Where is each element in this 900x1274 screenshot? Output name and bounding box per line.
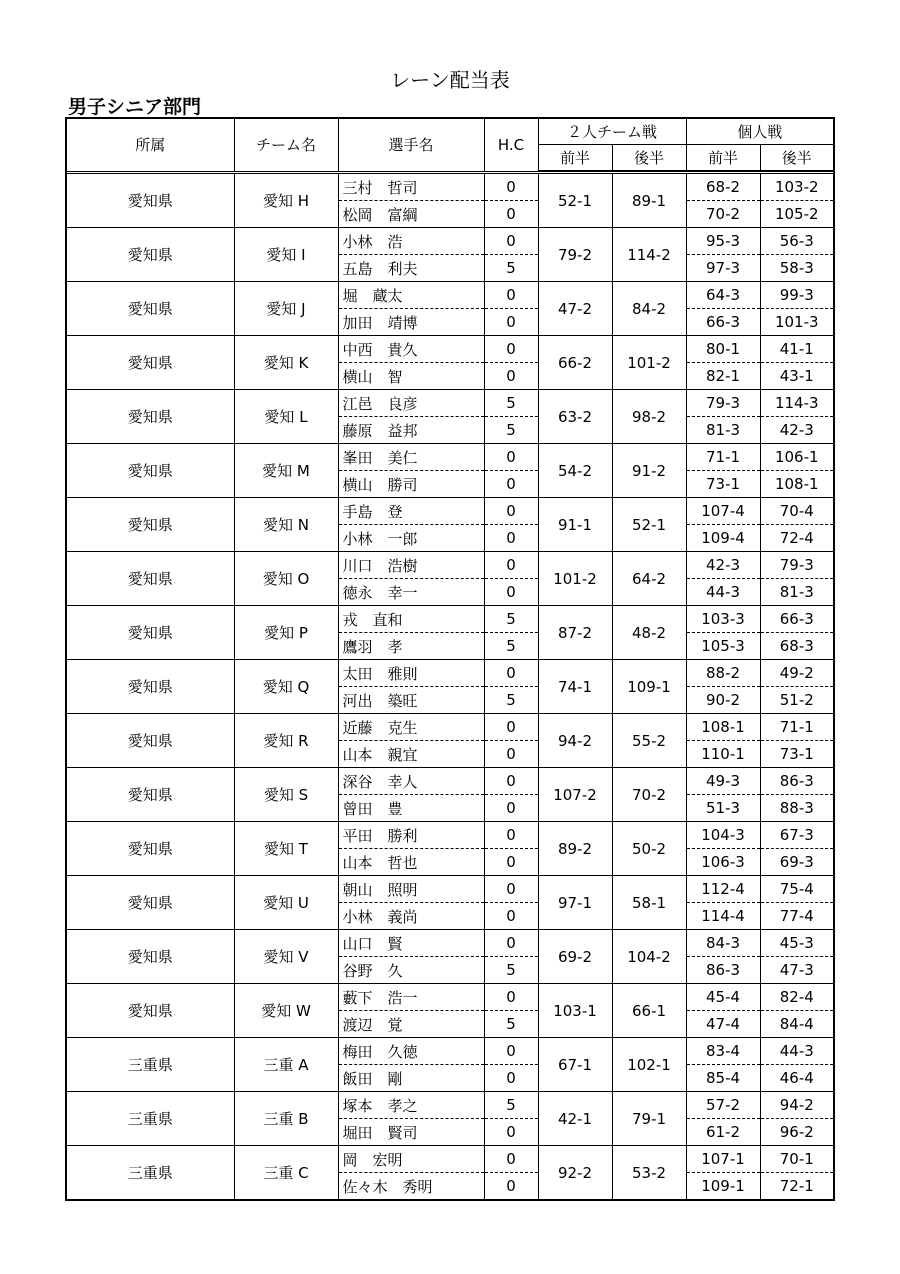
team-name-cell: 愛知 Q: [234, 660, 338, 714]
singles-first-half-lane-2: 97-3: [686, 255, 760, 282]
singles-first-half-lane-2: 61-2: [686, 1119, 760, 1146]
team-row: [66, 768, 834, 795]
player-name-2: 徳永 幸一: [338, 579, 484, 606]
team-row: [66, 174, 834, 201]
prefecture-cell: 愛知県: [66, 498, 234, 552]
header-singles-first: 前半: [686, 145, 760, 172]
singles-second-half-lane-2: 72-1: [760, 1173, 834, 1201]
team-row: [66, 1038, 834, 1065]
player-name-1: 塚本 孝之: [338, 1092, 484, 1119]
player-name-2: 堀田 賢司: [338, 1119, 484, 1146]
team-row: [66, 498, 834, 525]
singles-second-half-lane-2: 96-2: [760, 1119, 834, 1146]
singles-first-half-lane-1: 112-4: [686, 876, 760, 903]
handicap-2: 0: [484, 849, 538, 876]
team-row: [66, 228, 834, 255]
page-title: レーン配当表: [390, 68, 510, 92]
singles-first-half-lane-2: 106-3: [686, 849, 760, 876]
header-singles-second: 後半: [760, 145, 834, 172]
header-hc: H.C: [484, 118, 538, 171]
prefecture-cell: 愛知県: [66, 552, 234, 606]
singles-second-half-lane-2: 69-3: [760, 849, 834, 876]
singles-first-half-lane-1: 49-3: [686, 768, 760, 795]
handicap-1: 0: [484, 1038, 538, 1065]
player-name-1: 平田 勝利: [338, 822, 484, 849]
prefecture-cell: 愛知県: [66, 714, 234, 768]
handicap-1: 0: [484, 444, 538, 471]
prefecture-cell: 三重県: [66, 1038, 234, 1092]
singles-second-half-lane-2: 77-4: [760, 903, 834, 930]
singles-first-half-lane-2: 86-3: [686, 957, 760, 984]
singles-first-half-lane-2: 109-4: [686, 525, 760, 552]
handicap-2: 5: [484, 255, 538, 282]
header-row: [66, 118, 834, 145]
singles-first-half-lane-1: 45-4: [686, 984, 760, 1011]
prefecture-cell: 愛知県: [66, 228, 234, 282]
singles-first-half-lane-1: 104-3: [686, 822, 760, 849]
player-name-1: 中西 貴久: [338, 336, 484, 363]
doubles-first-half-lane: 47-2: [538, 282, 612, 336]
handicap-1: 0: [484, 876, 538, 903]
team-name-cell: 愛知 O: [234, 552, 338, 606]
player-name-2: 谷野 久: [338, 957, 484, 984]
team-name-cell: 愛知 M: [234, 444, 338, 498]
team-name-cell: 愛知 H: [234, 174, 338, 228]
team-row: [66, 930, 834, 957]
team-row: [66, 1146, 834, 1173]
doubles-first-half-lane: 107-2: [538, 768, 612, 822]
prefecture-cell: 愛知県: [66, 984, 234, 1038]
team-row: [66, 390, 834, 417]
team-name-cell: 愛知 V: [234, 930, 338, 984]
player-name-1: 太田 雅則: [338, 660, 484, 687]
doubles-first-half-lane: 69-2: [538, 930, 612, 984]
singles-first-half-lane-2: 70-2: [686, 201, 760, 228]
doubles-second-half-lane: 114-2: [612, 228, 686, 282]
handicap-1: 0: [484, 768, 538, 795]
singles-second-half-lane-2: 51-2: [760, 687, 834, 714]
team-name-cell: 愛知 R: [234, 714, 338, 768]
doubles-second-half-lane: 64-2: [612, 552, 686, 606]
team-name-cell: 愛知 L: [234, 390, 338, 444]
singles-second-half-lane-1: 75-4: [760, 876, 834, 903]
player-name-1: 藪下 浩一: [338, 984, 484, 1011]
singles-first-half-lane-2: 90-2: [686, 687, 760, 714]
singles-first-half-lane-1: 107-1: [686, 1146, 760, 1173]
singles-second-half-lane-2: 81-3: [760, 579, 834, 606]
doubles-first-half-lane: 91-1: [538, 498, 612, 552]
singles-second-half-lane-1: 70-1: [760, 1146, 834, 1173]
handicap-2: 5: [484, 1011, 538, 1038]
prefecture-cell: 愛知県: [66, 822, 234, 876]
team-row: [66, 444, 834, 471]
team-name-cell: 愛知 S: [234, 768, 338, 822]
doubles-second-half-lane: 55-2: [612, 714, 686, 768]
player-name-1: 深谷 幸人: [338, 768, 484, 795]
singles-first-half-lane-2: 110-1: [686, 741, 760, 768]
header-player: 選手名: [338, 118, 484, 171]
singles-first-half-lane-2: 105-3: [686, 633, 760, 660]
player-name-1: 川口 浩樹: [338, 552, 484, 579]
doubles-first-half-lane: 52-1: [538, 174, 612, 228]
handicap-2: 5: [484, 957, 538, 984]
section-title: 男子シニア部門: [68, 96, 202, 118]
handicap-2: 5: [484, 633, 538, 660]
singles-first-half-lane-1: 84-3: [686, 930, 760, 957]
team-name-cell: 愛知 I: [234, 228, 338, 282]
singles-second-half-lane-2: 47-3: [760, 957, 834, 984]
singles-second-half-lane-2: 88-3: [760, 795, 834, 822]
singles-first-half-lane-2: 114-4: [686, 903, 760, 930]
prefecture-cell: 愛知県: [66, 336, 234, 390]
singles-second-half-lane-1: 41-1: [760, 336, 834, 363]
handicap-1: 0: [484, 336, 538, 363]
doubles-second-half-lane: 50-2: [612, 822, 686, 876]
singles-second-half-lane-1: 66-3: [760, 606, 834, 633]
singles-second-half-lane-1: 56-3: [760, 228, 834, 255]
singles-second-half-lane-2: 73-1: [760, 741, 834, 768]
singles-first-half-lane-2: 47-4: [686, 1011, 760, 1038]
prefecture-cell: 愛知県: [66, 390, 234, 444]
team-name-cell: 三重 B: [234, 1092, 338, 1146]
team-name-cell: 愛知 U: [234, 876, 338, 930]
team-name-cell: 三重 A: [234, 1038, 338, 1092]
doubles-second-half-lane: 101-2: [612, 336, 686, 390]
prefecture-cell: 愛知県: [66, 606, 234, 660]
team-row: [66, 822, 834, 849]
singles-second-half-lane-2: 72-4: [760, 525, 834, 552]
player-name-2: 藤原 益邦: [338, 417, 484, 444]
handicap-1: 5: [484, 390, 538, 417]
player-name-1: 岡 宏明: [338, 1146, 484, 1173]
singles-second-half-lane-1: 70-4: [760, 498, 834, 525]
singles-second-half-lane-1: 67-3: [760, 822, 834, 849]
singles-second-half-lane-1: 44-3: [760, 1038, 834, 1065]
doubles-first-half-lane: 54-2: [538, 444, 612, 498]
player-name-2: 山本 哲也: [338, 849, 484, 876]
team-name-cell: 愛知 N: [234, 498, 338, 552]
player-name-1: 戎 直和: [338, 606, 484, 633]
doubles-first-half-lane: 67-1: [538, 1038, 612, 1092]
doubles-first-half-lane: 79-2: [538, 228, 612, 282]
singles-first-half-lane-2: 109-1: [686, 1173, 760, 1201]
header-doubles-first: 前半: [538, 145, 612, 172]
handicap-2: 0: [484, 309, 538, 336]
singles-second-half-lane-1: 94-2: [760, 1092, 834, 1119]
player-name-2: 佐々木 秀明: [338, 1173, 484, 1201]
singles-first-half-lane-1: 95-3: [686, 228, 760, 255]
doubles-second-half-lane: 79-1: [612, 1092, 686, 1146]
player-name-1: 梅田 久徳: [338, 1038, 484, 1065]
team-row: [66, 1092, 834, 1119]
singles-first-half-lane-2: 82-1: [686, 363, 760, 390]
player-name-1: 朝山 照明: [338, 876, 484, 903]
header-doubles: ２人チーム戦: [538, 118, 686, 145]
player-name-2: 小林 義尚: [338, 903, 484, 930]
singles-second-half-lane-1: 79-3: [760, 552, 834, 579]
singles-second-half-lane-2: 108-1: [760, 471, 834, 498]
player-name-2: 五島 利夫: [338, 255, 484, 282]
doubles-second-half-lane: 98-2: [612, 390, 686, 444]
singles-first-half-lane-1: 103-3: [686, 606, 760, 633]
handicap-2: 0: [484, 525, 538, 552]
doubles-first-half-lane: 66-2: [538, 336, 612, 390]
doubles-first-half-lane: 103-1: [538, 984, 612, 1038]
prefecture-cell: 愛知県: [66, 768, 234, 822]
team-row: [66, 606, 834, 633]
singles-first-half-lane-1: 107-4: [686, 498, 760, 525]
team-row: [66, 876, 834, 903]
handicap-2: 5: [484, 687, 538, 714]
player-name-2: 曾田 豊: [338, 795, 484, 822]
handicap-1: 0: [484, 228, 538, 255]
singles-second-half-lane-1: 99-3: [760, 282, 834, 309]
singles-second-half-lane-2: 42-3: [760, 417, 834, 444]
singles-first-half-lane-1: 108-1: [686, 714, 760, 741]
prefecture-cell: 愛知県: [66, 444, 234, 498]
team-row: [66, 984, 834, 1011]
doubles-first-half-lane: 87-2: [538, 606, 612, 660]
handicap-2: 0: [484, 363, 538, 390]
singles-second-half-lane-1: 106-1: [760, 444, 834, 471]
handicap-1: 5: [484, 606, 538, 633]
singles-second-half-lane-2: 101-3: [760, 309, 834, 336]
doubles-second-half-lane: 109-1: [612, 660, 686, 714]
handicap-2: 0: [484, 795, 538, 822]
team-name-cell: 愛知 W: [234, 984, 338, 1038]
prefecture-cell: 愛知県: [66, 174, 234, 228]
lane-assignment-table: [65, 117, 835, 1201]
singles-second-half-lane-2: 43-1: [760, 363, 834, 390]
doubles-second-half-lane: 48-2: [612, 606, 686, 660]
player-name-1: 峯田 美仁: [338, 444, 484, 471]
doubles-first-half-lane: 97-1: [538, 876, 612, 930]
player-name-2: 小林 一郎: [338, 525, 484, 552]
team-name-cell: 愛知 P: [234, 606, 338, 660]
player-name-1: 小林 浩: [338, 228, 484, 255]
singles-second-half-lane-2: 84-4: [760, 1011, 834, 1038]
doubles-second-half-lane: 53-2: [612, 1146, 686, 1201]
player-name-2: 松岡 富綱: [338, 201, 484, 228]
player-name-2: 渡辺 覚: [338, 1011, 484, 1038]
handicap-2: 0: [484, 1173, 538, 1201]
team-row: [66, 336, 834, 363]
prefecture-cell: 愛知県: [66, 660, 234, 714]
singles-first-half-lane-1: 80-1: [686, 336, 760, 363]
handicap-2: 0: [484, 579, 538, 606]
doubles-second-half-lane: 52-1: [612, 498, 686, 552]
handicap-2: 0: [484, 741, 538, 768]
doubles-first-half-lane: 89-2: [538, 822, 612, 876]
handicap-1: 0: [484, 660, 538, 687]
header-team: チーム名: [234, 118, 338, 171]
team-name-cell: 三重 C: [234, 1146, 338, 1201]
singles-second-half-lane-1: 49-2: [760, 660, 834, 687]
player-name-2: 加田 靖博: [338, 309, 484, 336]
singles-first-half-lane-2: 44-3: [686, 579, 760, 606]
doubles-second-half-lane: 66-1: [612, 984, 686, 1038]
singles-first-half-lane-2: 73-1: [686, 471, 760, 498]
player-name-2: 河出 築旺: [338, 687, 484, 714]
singles-second-half-lane-1: 103-2: [760, 174, 834, 201]
player-name-1: 山口 賢: [338, 930, 484, 957]
handicap-1: 0: [484, 174, 538, 201]
prefecture-cell: 愛知県: [66, 876, 234, 930]
singles-first-half-lane-1: 42-3: [686, 552, 760, 579]
singles-first-half-lane-1: 83-4: [686, 1038, 760, 1065]
team-row: [66, 282, 834, 309]
prefecture-cell: 三重県: [66, 1146, 234, 1201]
singles-first-half-lane-1: 68-2: [686, 174, 760, 201]
team-row: [66, 660, 834, 687]
handicap-2: 0: [484, 1065, 538, 1092]
doubles-second-half-lane: 104-2: [612, 930, 686, 984]
handicap-2: 0: [484, 201, 538, 228]
singles-second-half-lane-1: 86-3: [760, 768, 834, 795]
player-name-2: 横山 勝司: [338, 471, 484, 498]
singles-first-half-lane-2: 85-4: [686, 1065, 760, 1092]
doubles-second-half-lane: 58-1: [612, 876, 686, 930]
handicap-2: 0: [484, 1119, 538, 1146]
team-row: [66, 552, 834, 579]
prefecture-cell: 愛知県: [66, 282, 234, 336]
player-name-2: 飯田 剛: [338, 1065, 484, 1092]
singles-second-half-lane-2: 58-3: [760, 255, 834, 282]
player-name-1: 堀 蔵太: [338, 282, 484, 309]
player-name-1: 三村 哲司: [338, 174, 484, 201]
team-row: [66, 714, 834, 741]
doubles-second-half-lane: 70-2: [612, 768, 686, 822]
handicap-1: 0: [484, 984, 538, 1011]
team-name-cell: 愛知 T: [234, 822, 338, 876]
player-name-1: 近藤 克生: [338, 714, 484, 741]
prefecture-cell: 三重県: [66, 1092, 234, 1146]
singles-second-half-lane-1: 71-1: [760, 714, 834, 741]
prefecture-cell: 愛知県: [66, 930, 234, 984]
doubles-second-half-lane: 84-2: [612, 282, 686, 336]
singles-second-half-lane-1: 114-3: [760, 390, 834, 417]
handicap-1: 0: [484, 822, 538, 849]
team-name-cell: 愛知 J: [234, 282, 338, 336]
handicap-2: 0: [484, 471, 538, 498]
player-name-1: 手島 登: [338, 498, 484, 525]
handicap-1: 0: [484, 498, 538, 525]
player-name-2: 鷹羽 孝: [338, 633, 484, 660]
player-name-2: 山本 親宜: [338, 741, 484, 768]
handicap-1: 0: [484, 1146, 538, 1173]
header-doubles-second: 後半: [612, 145, 686, 172]
singles-second-half-lane-1: 45-3: [760, 930, 834, 957]
doubles-second-half-lane: 91-2: [612, 444, 686, 498]
handicap-2: 0: [484, 903, 538, 930]
singles-first-half-lane-1: 88-2: [686, 660, 760, 687]
header-affiliation: 所属: [66, 118, 234, 171]
singles-first-half-lane-1: 57-2: [686, 1092, 760, 1119]
handicap-1: 0: [484, 282, 538, 309]
doubles-second-half-lane: 89-1: [612, 174, 686, 228]
handicap-1: 0: [484, 552, 538, 579]
doubles-first-half-lane: 74-1: [538, 660, 612, 714]
handicap-1: 5: [484, 1092, 538, 1119]
doubles-first-half-lane: 94-2: [538, 714, 612, 768]
header-singles: 個人戦: [686, 118, 834, 145]
singles-second-half-lane-2: 46-4: [760, 1065, 834, 1092]
singles-first-half-lane-1: 79-3: [686, 390, 760, 417]
handicap-2: 5: [484, 417, 538, 444]
singles-second-half-lane-2: 105-2: [760, 201, 834, 228]
player-name-2: 横山 智: [338, 363, 484, 390]
singles-first-half-lane-2: 51-3: [686, 795, 760, 822]
handicap-1: 0: [484, 714, 538, 741]
singles-first-half-lane-2: 66-3: [686, 309, 760, 336]
doubles-first-half-lane: 101-2: [538, 552, 612, 606]
singles-second-half-lane-2: 68-3: [760, 633, 834, 660]
handicap-1: 0: [484, 930, 538, 957]
doubles-first-half-lane: 92-2: [538, 1146, 612, 1201]
singles-first-half-lane-2: 81-3: [686, 417, 760, 444]
doubles-first-half-lane: 63-2: [538, 390, 612, 444]
singles-first-half-lane-1: 71-1: [686, 444, 760, 471]
doubles-first-half-lane: 42-1: [538, 1092, 612, 1146]
singles-first-half-lane-1: 64-3: [686, 282, 760, 309]
doubles-second-half-lane: 102-1: [612, 1038, 686, 1092]
singles-second-half-lane-1: 82-4: [760, 984, 834, 1011]
team-name-cell: 愛知 K: [234, 336, 338, 390]
player-name-1: 江邑 良彦: [338, 390, 484, 417]
